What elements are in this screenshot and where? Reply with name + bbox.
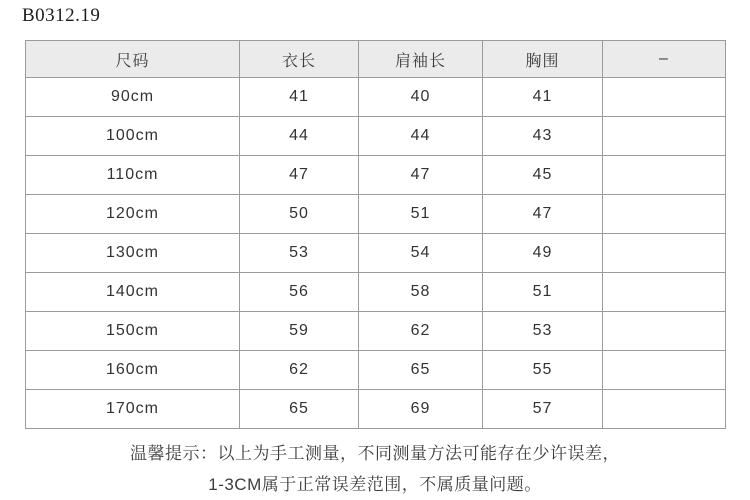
value-cell: 54 [359, 234, 483, 273]
table-header-row [26, 41, 726, 78]
value-cell [603, 117, 726, 156]
note-line-2: 1-3CM属于正常误差范围，不属质量问题。 [208, 475, 542, 494]
size-cell: 150cm [26, 312, 240, 351]
table-row [26, 273, 726, 312]
value-cell: 51 [483, 273, 603, 312]
value-cell [603, 390, 726, 429]
value-cell: 44 [359, 117, 483, 156]
product-code-title: B0312.19 [22, 5, 101, 26]
table-row [26, 312, 726, 351]
table-row [26, 234, 726, 273]
value-cell: 62 [240, 351, 359, 390]
header-cell-2: 肩袖长 [359, 41, 483, 78]
size-table [25, 40, 726, 429]
value-cell: 62 [359, 312, 483, 351]
size-cell: 120cm [26, 195, 240, 234]
value-cell [603, 78, 726, 117]
table-row [26, 78, 726, 117]
value-cell: 41 [240, 78, 359, 117]
header-cell-0: 尺码 [26, 41, 240, 78]
header-cell-1: 衣长 [240, 41, 359, 78]
value-cell: 50 [240, 195, 359, 234]
value-cell [603, 273, 726, 312]
size-cell: 130cm [26, 234, 240, 273]
size-cell: 170cm [26, 390, 240, 429]
table-row [26, 390, 726, 429]
value-cell [603, 312, 726, 351]
table-body [26, 78, 726, 429]
header-cell-4: – [603, 41, 726, 78]
value-cell: 45 [483, 156, 603, 195]
table-row [26, 351, 726, 390]
value-cell: 44 [240, 117, 359, 156]
value-cell: 47 [359, 156, 483, 195]
value-cell: 53 [240, 234, 359, 273]
value-cell [603, 351, 726, 390]
table-row [26, 156, 726, 195]
header-cell-3: 胸围 [483, 41, 603, 78]
value-cell: 55 [483, 351, 603, 390]
value-cell: 41 [483, 78, 603, 117]
value-cell [603, 195, 726, 234]
size-cell: 90cm [26, 78, 240, 117]
value-cell: 59 [240, 312, 359, 351]
value-cell: 51 [359, 195, 483, 234]
table-row [26, 117, 726, 156]
value-cell: 43 [483, 117, 603, 156]
note-line-1: 温馨提示：以上为手工测量，不同测量方法可能存在少许误差， [130, 444, 620, 463]
value-cell: 53 [483, 312, 603, 351]
table-row [26, 195, 726, 234]
size-cell: 160cm [26, 351, 240, 390]
size-cell: 100cm [26, 117, 240, 156]
value-cell: 47 [483, 195, 603, 234]
value-cell [603, 156, 726, 195]
value-cell: 58 [359, 273, 483, 312]
value-cell: 56 [240, 273, 359, 312]
value-cell: 57 [483, 390, 603, 429]
value-cell: 65 [359, 351, 483, 390]
value-cell: 69 [359, 390, 483, 429]
size-cell: 110cm [26, 156, 240, 195]
measurement-note [0, 438, 750, 500]
value-cell: 47 [240, 156, 359, 195]
value-cell: 40 [359, 78, 483, 117]
value-cell: 65 [240, 390, 359, 429]
size-cell: 140cm [26, 273, 240, 312]
value-cell [603, 234, 726, 273]
value-cell: 49 [483, 234, 603, 273]
